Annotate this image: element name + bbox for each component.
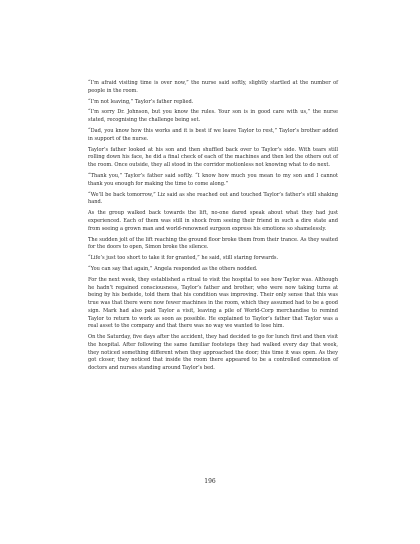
paragraph: “I’m sorry Dr. Johnson, but you know the rules. Your son is in good care with us,” the nurse stated, recognising the challenge being set. [88, 109, 338, 124]
paragraph: “Thank you,” Taylor’s father said softly. “I know how much you mean to my son and I cannot thank you enough for making the time to come along.” [88, 172, 338, 187]
page-number: 196 [204, 478, 216, 485]
paragraph: The sudden jolt of the lift reaching the ground floor broke them from their trance. As they waited for the doors to open, Simon broke the silence. [88, 236, 338, 251]
paragraph: “Dad, you know how this works and it is best if we leave Taylor to rest,” Taylor’s brother added in support of the nurse. [88, 128, 338, 142]
paragraph: “Life’s just too short to take it for granted,” he said, still staring forwards. [88, 255, 279, 262]
paragraph: “I’m afraid visiting time is over now,” the nurse said softly, slightly startled at the number of people in the room. [88, 80, 338, 94]
paragraph: “I’m not leaving,” Taylor’s father replied. [88, 98, 194, 105]
paragraph: “You can say that again,” Angela responded as the others nodded. [88, 265, 258, 272]
body-text [88, 80, 338, 376]
paragraph: “We’ll be back tomorrow,” Liz said as she reached out and touched Taylor’s father’s still shaking hand. [88, 191, 338, 206]
paragraph: On the Saturday, five days after the accident, they had decided to go for lunch first and then visit the hospital. After following the same familiar footsteps they had walked every day that week, they noticed something different when they approached the door; this time it was open. As they got closer, they noticed that inside the room there appeared to be a controlled commotion of doctors and nurses standing around Taylor’s bed. [88, 334, 338, 372]
paragraph: For the next week, they established a ritual to visit the hospital to see how Taylor was. Although he hadn’t regained consciousness, Taylor’s father and brother, who were now taking turns at being by his bedside, told them that his condition was improving. Their only sense that this was true was that there were now fewer machines in the room, which they assumed had to be a good sign. Mark had also paid Taylor a visit, leaving a pile of World-Corp merchandise to remind Taylor to return to work as soon as possible. He explained to Taylor’s father that Taylor was a real asset to the company and that there was no way we wanted to lose him. [88, 276, 338, 330]
paragraph: Taylor’s father looked at his son and then shuffled back over to Taylor’s side. With tears still rolling down his face, he did a final check of each of the machines and then led the others out of the room. Once outside, they all stood in the corridor motionless not knowing what to do next. [88, 146, 338, 169]
paragraph: As the group walked back towards the lift, no-one dared speak about what they had just experienced. Each of them was still in shock from seeing their friend in such a dire state and from seeing a grown man and world-renowned surgeon express his emotions so shamelessly. [88, 210, 338, 232]
